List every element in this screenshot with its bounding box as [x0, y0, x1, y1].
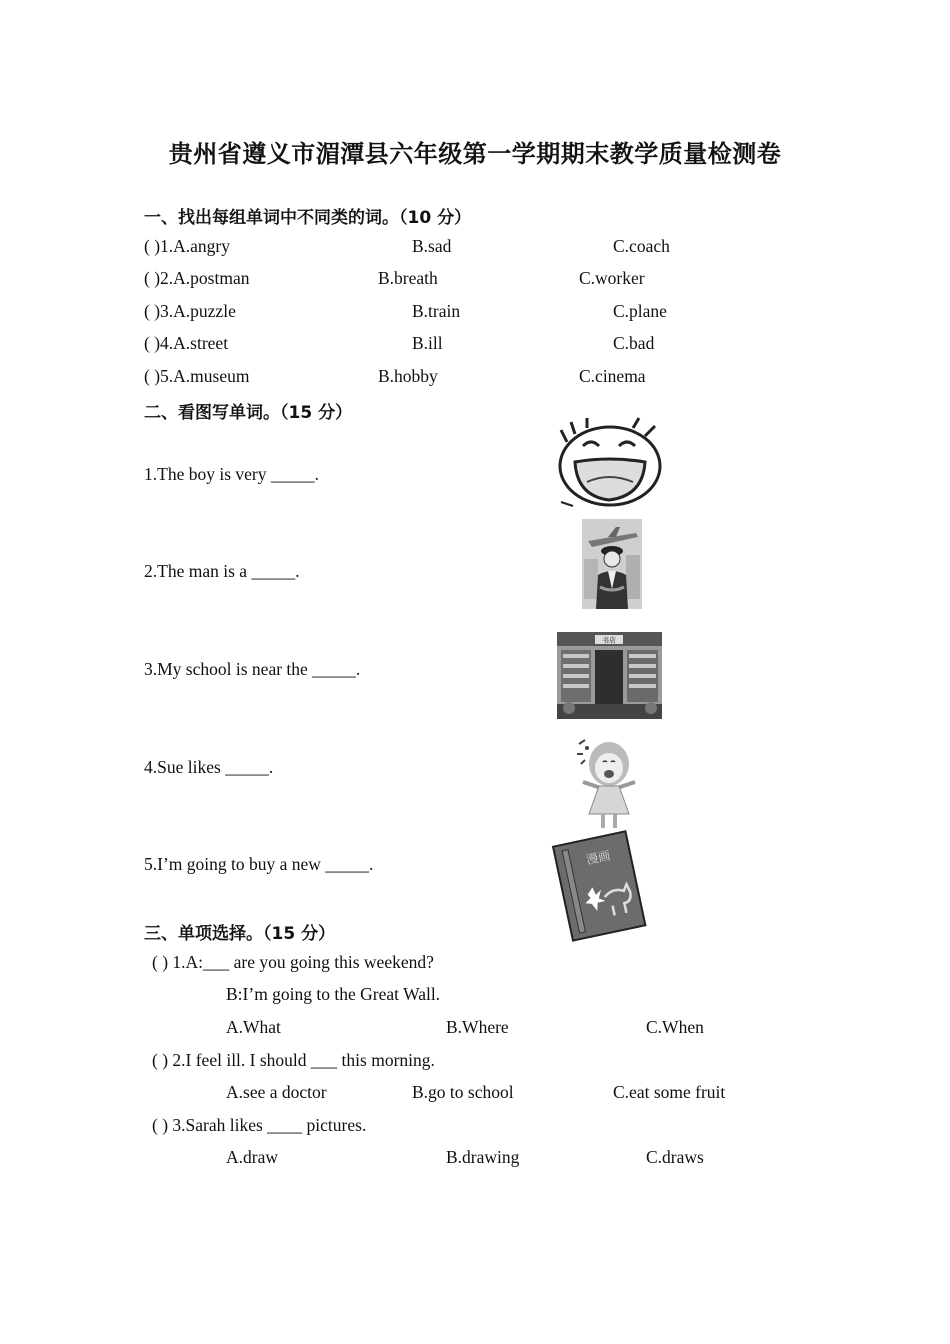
section3-heading: 三、单项选择。（15 分）: [144, 924, 336, 944]
s3-q1-c: C.When: [646, 1017, 704, 1037]
s1-q5-c: C.cinema: [579, 366, 646, 386]
section2-heading: 二、看图写单词。（15 分）: [144, 403, 353, 423]
s1-q2-b: B.breath: [378, 268, 438, 288]
s1-q3-c: C.plane: [613, 301, 667, 321]
s1-q3-a: ( )3.A.puzzle: [144, 301, 236, 321]
comic-label: 漫画: [585, 848, 612, 867]
s3-q1-stem: ( ) 1.A:___ are you going this weekend?: [152, 952, 434, 972]
s1-q4-c: C.bad: [613, 333, 655, 353]
s3-q2-a: A.see a doctor: [226, 1082, 327, 1102]
s3-q1-line2: B:I’m going to the Great Wall.: [226, 984, 441, 1004]
s1-q1-a: ( )1.A.angry: [144, 236, 231, 256]
s1-q5-b: B.hobby: [378, 366, 438, 386]
s1-q1-c: C.coach: [613, 236, 670, 256]
s1-q5-a: ( )5.A.museum: [144, 366, 250, 386]
s3-q3-a: A.draw: [226, 1147, 278, 1167]
bookstore-sign: 书店: [602, 636, 616, 645]
s3-q3-b: B.drawing: [446, 1147, 520, 1167]
s1-q3-b: B.train: [412, 301, 461, 321]
singing-girl-picture: [573, 736, 645, 832]
s1-q4-b: B.ill: [412, 333, 443, 353]
s2-item-5: 5.I’m going to buy a new _____.: [144, 854, 374, 874]
s3-q3-stem: ( ) 3.Sarah likes ____ pictures.: [152, 1115, 367, 1135]
section1-heading: 一、找出每组单词中不同类的词。（10 分）: [144, 208, 472, 228]
s3-q2-b: B.go to school: [412, 1082, 514, 1102]
s1-q4-a: ( )4.A.street: [144, 333, 229, 353]
s2-item-3: 3.My school is near the _____.: [144, 659, 361, 679]
pilot-picture: [582, 519, 642, 609]
s2-item-1: 1.The boy is very _____.: [144, 464, 319, 484]
s3-q3-c: C.draws: [646, 1147, 704, 1167]
comic-book-picture: [546, 828, 652, 942]
laughing-face-picture: [553, 416, 665, 508]
s1-q1-b: B.sad: [412, 236, 452, 256]
page-title: 贵州省遵义市湄潭县六年级第一学期期末教学质量检测卷: [168, 140, 782, 168]
s3-q2-c: C.eat some fruit: [613, 1082, 726, 1102]
s3-q1-a: A.What: [226, 1017, 281, 1037]
s1-q2-c: C.worker: [579, 268, 645, 288]
s1-q2-a: ( )2.A.postman: [144, 268, 250, 288]
s3-q2-stem: ( ) 2.I feel ill. I should ___ this morning.: [152, 1050, 435, 1070]
bookstore-picture: [557, 632, 662, 719]
s2-item-2: 2.The man is a _____.: [144, 561, 300, 581]
s3-q1-b: B.Where: [446, 1017, 509, 1037]
s2-item-4: 4.Sue likes _____.: [144, 757, 274, 777]
